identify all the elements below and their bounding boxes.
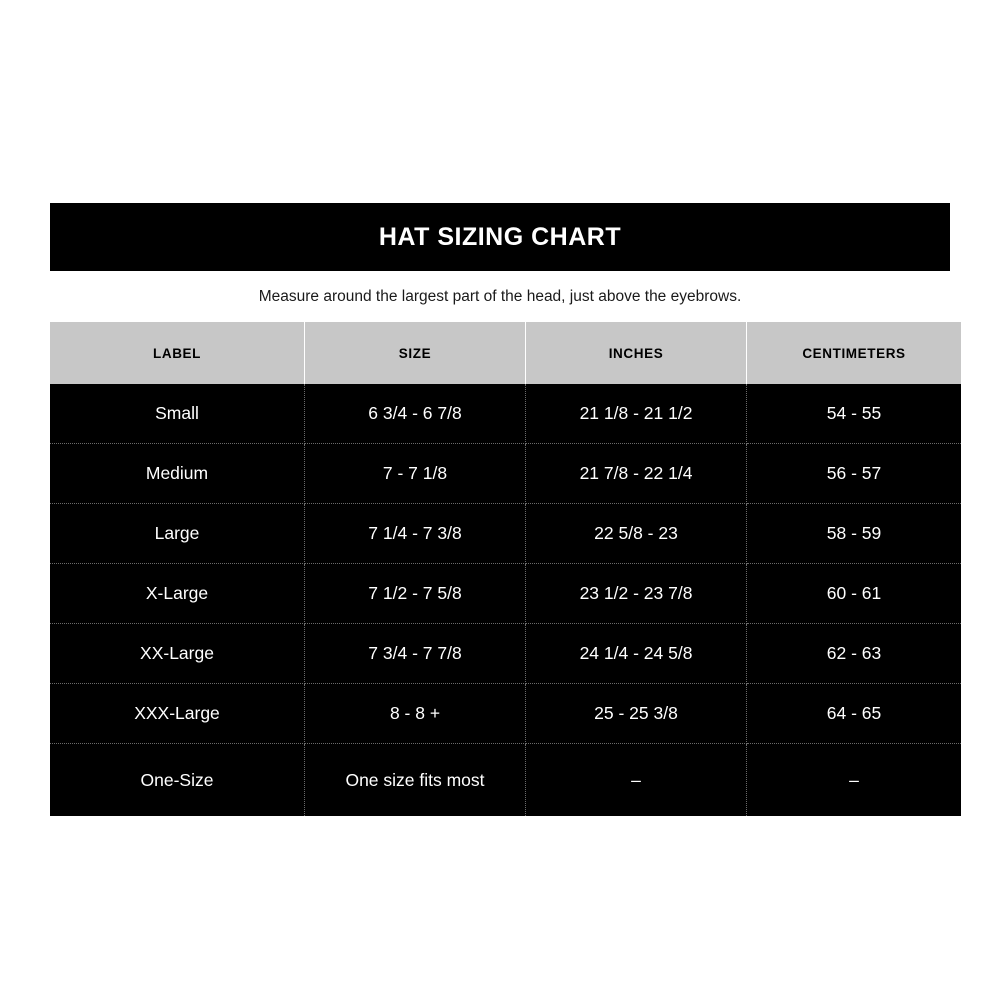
chart-title-bar: [50, 203, 950, 271]
cell-inches: 23 1/2 - 23 7/8: [526, 564, 747, 624]
column-header-size: SIZE: [305, 322, 526, 384]
cell-size: 7 1/4 - 7 3/8: [305, 504, 526, 564]
cell-size: 6 3/4 - 6 7/8: [305, 384, 526, 444]
cell-label: Small: [50, 384, 305, 444]
cell-inches: 25 - 25 3/8: [526, 684, 747, 744]
cell-centimeters: 64 - 65: [747, 684, 962, 744]
cell-centimeters: 60 - 61: [747, 564, 962, 624]
cell-size: 7 3/4 - 7 7/8: [305, 624, 526, 684]
sizing-table: [50, 322, 961, 816]
cell-inches: 22 5/8 - 23: [526, 504, 747, 564]
cell-inches: 21 1/8 - 21 1/2: [526, 384, 747, 444]
table-row: [50, 624, 961, 684]
table-row: [50, 564, 961, 624]
cell-inches: –: [526, 744, 747, 817]
cell-label: Large: [50, 504, 305, 564]
table-row: [50, 504, 961, 564]
cell-size: 8 - 8 +: [305, 684, 526, 744]
hat-sizing-chart: [50, 203, 950, 816]
cell-label: XXX-Large: [50, 684, 305, 744]
cell-label: Medium: [50, 444, 305, 504]
cell-label: XX-Large: [50, 624, 305, 684]
table-row: [50, 744, 961, 817]
cell-centimeters: –: [747, 744, 962, 817]
cell-inches: 24 1/4 - 24 5/8: [526, 624, 747, 684]
column-header-centimeters: CENTIMETERS: [747, 322, 962, 384]
chart-subtitle: Measure around the largest part of the head, just above the eyebrows.: [50, 271, 950, 322]
cell-size: One size fits most: [305, 744, 526, 817]
table-row: [50, 444, 961, 504]
table-row: [50, 384, 961, 444]
cell-size: 7 - 7 1/8: [305, 444, 526, 504]
table-header: [50, 322, 961, 384]
page-title: HAT SIZING CHART: [378, 222, 622, 251]
cell-label: X-Large: [50, 564, 305, 624]
cell-centimeters: 54 - 55: [747, 384, 962, 444]
cell-inches: 21 7/8 - 22 1/4: [526, 444, 747, 504]
cell-label: One-Size: [50, 744, 305, 817]
column-header-label: LABEL: [50, 322, 305, 384]
cell-centimeters: 62 - 63: [747, 624, 962, 684]
table-body: [50, 384, 961, 816]
table-header-row: [50, 322, 961, 384]
table-row: [50, 684, 961, 744]
cell-centimeters: 56 - 57: [747, 444, 962, 504]
column-header-inches: INCHES: [526, 322, 747, 384]
cell-centimeters: 58 - 59: [747, 504, 962, 564]
cell-size: 7 1/2 - 7 5/8: [305, 564, 526, 624]
